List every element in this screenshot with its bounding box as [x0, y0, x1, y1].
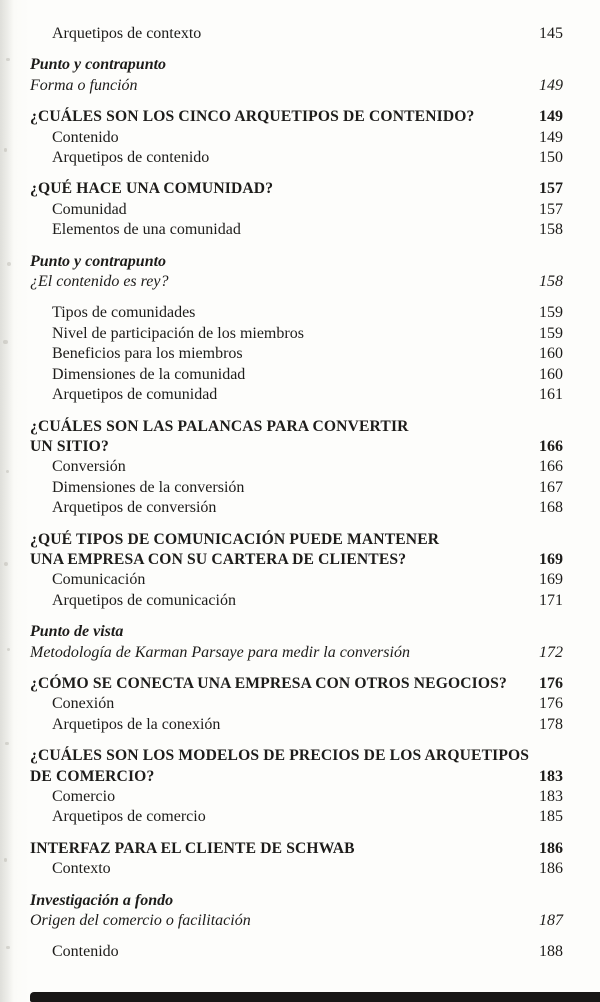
toc-entry-title — [30, 24, 525, 44]
scan-speck — [3, 340, 8, 344]
toc-entry-title — [30, 55, 525, 75]
toc-entry-title — [30, 787, 525, 807]
toc-entry-line: Contexto — [52, 860, 111, 878]
toc-entry-line: ¿CUÁLES SON LOS CINCO ARQUETIPOS DE CONTENIDO? — [30, 108, 475, 126]
toc-entry-page: 169 — [539, 550, 563, 568]
toc-entry-page: 149 — [539, 76, 563, 94]
toc-entry-title — [30, 715, 525, 735]
toc-entry-line: Punto y contrapunto — [30, 56, 167, 74]
toc-entry-title — [30, 643, 525, 663]
toc-entry — [30, 498, 563, 518]
toc-entry-page: 149 — [539, 108, 563, 126]
toc-entry-page: 186 — [539, 860, 563, 878]
toc-entry — [30, 570, 563, 590]
toc-entry-page: 166 — [539, 458, 563, 476]
toc-entry-line: Contenido — [52, 128, 119, 146]
scan-speck — [7, 262, 11, 266]
toc-entry — [30, 76, 563, 96]
toc-entry-title — [30, 128, 525, 148]
toc-entry-line: Tipos de comunidades — [52, 304, 196, 322]
toc-entry-title — [30, 220, 525, 240]
toc-entry-line: Contenido — [52, 943, 119, 961]
toc-entry-title — [30, 674, 525, 694]
toc-entry-title — [30, 385, 525, 405]
toc-entry-page: 159 — [539, 304, 563, 322]
toc-entry — [30, 643, 563, 663]
toc-entry-title — [30, 417, 525, 458]
toc-entry-page: 150 — [539, 149, 563, 167]
toc-entry — [30, 107, 563, 127]
toc-entry-line: UNA EMPRESA CON SU CARTERA DE CLIENTES? — [30, 550, 407, 568]
toc-entry-title — [30, 622, 525, 642]
toc-entry — [30, 891, 563, 911]
toc-entry-line: Punto de vista — [30, 623, 124, 641]
toc-entry-page: 185 — [539, 808, 563, 826]
toc-entry — [30, 220, 563, 240]
toc-entry-line: Arquetipos de contexto — [52, 25, 202, 42]
toc-entry — [30, 252, 563, 272]
toc-entry-title — [30, 891, 525, 911]
toc-entry-title — [30, 76, 525, 96]
toc-entry-title — [30, 148, 525, 168]
toc-entry-title — [30, 694, 525, 714]
toc-entry-line: Dimensiones de la comunidad — [52, 365, 246, 383]
toc-entry — [30, 303, 563, 323]
scan-edge-bar — [30, 992, 600, 1002]
toc-entry-title — [30, 746, 530, 787]
toc-entry-line: ¿CÓMO SE CONECTA UNA EMPRESA CON OTROS NEGOCIOS? — [30, 674, 507, 692]
toc-entry-title — [30, 591, 525, 611]
toc-entry-line: Arquetipos de la conexión — [52, 715, 221, 733]
toc-entry — [30, 715, 563, 735]
toc-entry — [30, 128, 563, 148]
toc-entry-line: Arquetipos de contenido — [52, 149, 210, 167]
toc-entry-title — [30, 324, 525, 344]
toc-entry-title — [30, 107, 525, 127]
scan-speck — [6, 470, 9, 473]
toc-entry-page: 188 — [539, 943, 563, 961]
toc-entry — [30, 385, 563, 405]
toc-entry — [30, 457, 563, 477]
toc-entry-line: INTERFAZ PARA EL CLIENTE DE SCHWAB — [30, 839, 355, 857]
scan-speck — [4, 562, 8, 566]
toc-entry-line: ¿QUÉ TIPOS DE COMUNICACIÓN PUEDE MANTENER — [30, 530, 440, 548]
scan-speck — [7, 648, 10, 651]
toc-entry — [30, 591, 563, 611]
toc-entry — [30, 807, 563, 827]
toc-entry-line: Comunidad — [52, 200, 127, 218]
toc-entry-line: UN SITIO? — [30, 437, 109, 455]
toc-entry-line: Punto y contrapunto — [30, 252, 167, 270]
toc-entry-title — [30, 303, 525, 323]
toc-entry-line: DE COMERCIO? — [30, 767, 155, 785]
toc-entry — [30, 324, 563, 344]
scan-gutter-shadow — [0, 0, 14, 1002]
toc-entry — [30, 839, 563, 859]
scan-speck — [4, 148, 7, 152]
toc-entry — [30, 179, 563, 199]
toc-entry — [30, 911, 563, 931]
toc-entry — [30, 787, 563, 807]
toc-entry-page: 157 — [539, 180, 563, 198]
toc-entry-title — [30, 252, 525, 272]
toc-entry-line: Beneficios para los miembros — [52, 345, 243, 363]
toc-entry-page: 160 — [539, 365, 563, 383]
toc-entry-page: 158 — [539, 273, 563, 291]
toc-entry-title — [30, 807, 525, 827]
toc-entry-line: ¿El contenido es rey? — [30, 273, 169, 291]
toc-entry-line: Arquetipos de comunidad — [52, 386, 218, 404]
toc-entry — [30, 148, 563, 168]
toc-entry-line: Arquetipos de conversión — [52, 499, 217, 517]
toc-list — [30, 24, 563, 963]
toc-entry-page: 183 — [539, 767, 563, 785]
scan-speck — [6, 58, 10, 61]
toc-entry — [30, 859, 563, 879]
toc-entry — [30, 478, 563, 498]
toc-entry-title — [30, 942, 525, 962]
toc-entry-title — [30, 911, 525, 931]
toc-entry-page: 160 — [539, 345, 563, 363]
toc-entry-page: 149 — [539, 128, 563, 146]
toc-entry — [30, 674, 563, 694]
toc-entry — [30, 417, 563, 458]
toc-entry-page: 176 — [539, 695, 563, 713]
toc-entry-page: 169 — [539, 571, 563, 589]
toc-entry — [30, 530, 563, 571]
scan-speck — [6, 946, 10, 949]
toc-entry-title — [30, 272, 525, 292]
toc-entry-line: Conversión — [52, 458, 126, 476]
toc-entry-page: 168 — [539, 499, 563, 517]
toc-entry — [30, 622, 563, 642]
toc-entry-title — [30, 498, 525, 518]
toc-entry-line: ¿CUÁLES SON LAS PALANCAS PARA CONVERTIR — [30, 417, 409, 435]
toc-entry-title — [30, 478, 525, 498]
toc-entry-title — [30, 200, 525, 220]
toc-entry — [30, 24, 563, 44]
toc-entry — [30, 200, 563, 220]
toc-entry-title — [30, 365, 525, 385]
toc-entry-line: ¿CUÁLES SON LOS MODELOS DE PRECIOS DE LOS ARQUETIPOS — [30, 747, 530, 765]
toc-entry-line: Elementos de una comunidad — [52, 221, 241, 239]
toc-entry-page: 161 — [539, 386, 563, 404]
toc-entry-title — [30, 839, 525, 859]
toc-entry-line: Metodología de Karman Parsaye para medir la conversión — [30, 643, 410, 661]
toc-entry-title — [30, 530, 525, 571]
toc-entry-line: Origen del comercio o facilitación — [30, 912, 251, 930]
toc-entry — [30, 365, 563, 385]
toc-entry-line: Comunicación — [52, 571, 146, 589]
toc-entry-page: 171 — [539, 591, 563, 609]
toc-entry-page: 158 — [539, 221, 563, 239]
toc-entry-title — [30, 570, 525, 590]
scan-speck — [4, 858, 7, 862]
toc-entry-page: 166 — [539, 437, 563, 455]
toc-entry-line: Arquetipos de comunicación — [52, 591, 236, 609]
toc-entry-page: 176 — [539, 674, 563, 692]
toc-entry-page: 172 — [539, 643, 563, 661]
toc-entry — [30, 344, 563, 364]
toc-entry-page: 145 — [539, 25, 563, 42]
toc-entry-page: 186 — [539, 839, 563, 857]
toc-entry-page: 183 — [539, 788, 563, 805]
toc-entry-line: Nivel de participación de los miembros — [52, 324, 304, 342]
scan-speck — [5, 742, 9, 745]
toc-entry-line: ¿QUÉ HACE UNA COMUNIDAD? — [30, 180, 274, 198]
toc-entry-line: Comercio — [52, 788, 116, 805]
toc-entry-page: 157 — [539, 200, 563, 218]
toc-entry — [30, 746, 563, 787]
toc-entry — [30, 694, 563, 714]
toc-entry-line: Conexión — [52, 695, 115, 713]
toc-entry-line: Dimensiones de la conversión — [52, 478, 245, 496]
toc-entry-page: 167 — [539, 478, 563, 496]
toc-entry-title — [30, 179, 525, 199]
toc-entry-page: 187 — [539, 912, 563, 930]
toc-entry-title — [30, 457, 525, 477]
toc-entry-line: Investigación a fondo — [30, 891, 174, 909]
toc-entry-page: 159 — [539, 324, 563, 342]
toc-entry — [30, 272, 563, 292]
toc-entry-line: Forma o función — [30, 76, 138, 94]
toc-entry — [30, 55, 563, 75]
toc-entry-line: Arquetipos de comercio — [52, 808, 206, 826]
toc-entry — [30, 942, 563, 962]
toc-entry-title — [30, 859, 525, 879]
toc-entry-page: 178 — [539, 715, 563, 733]
toc-entry-title — [30, 344, 525, 364]
